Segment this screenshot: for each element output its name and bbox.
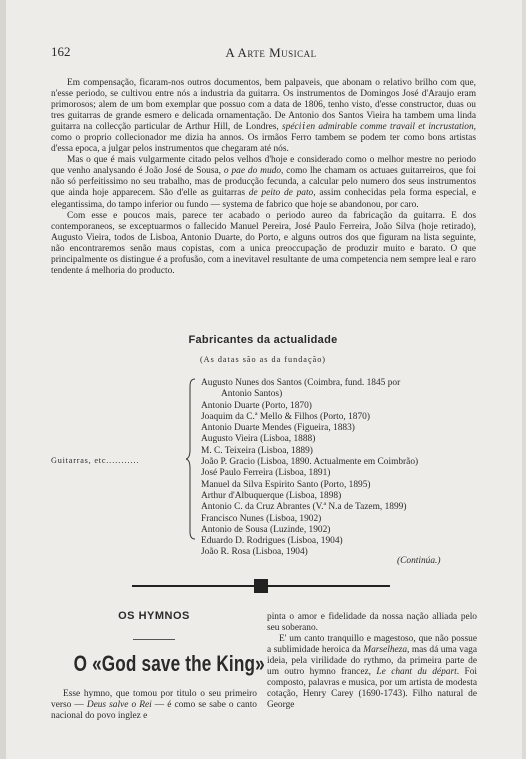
body-paragraph [51,155,476,210]
maker-entry: Antonio C. da Cruz Abrantes (V.ª N.a de Tazem, 1899) [201,502,407,513]
text-run: , como lhe chamam os actuaes guitarreiros, que foi não só perfeitissimo no seu trabalho, mas de producção fecunda, a calcular pelo numero dos seus instrumentos que ainda hoje apparecem. São d'elle as guitarras [51,166,477,199]
maker-entry: Eduardo D. Rodrigues (Lisboa, 1904) [201,536,343,547]
maker-entry: Antonio Duarte Mendes (Figueira, 1883) [201,423,355,434]
hymns-heading: OS HYMNOS [118,610,190,622]
maker-entry: João R. Rosa (Lisboa, 1904) [201,547,308,558]
hymn-intro-text [51,689,257,722]
italic-phrase: de peito de pato [248,188,314,199]
article-body [51,78,476,277]
italic-phrase: Marselheza [363,645,408,656]
text-run: E' um canto tranquillo e magestoso, que não possue a sublimidade heroica da [267,634,477,656]
category-label-text: Guitarras, etc. [51,456,110,465]
hymns-column-left [51,606,265,722]
running-title: A Arte Musical [225,45,317,60]
text-run: — é como se sabe o canto nacional do povo inglez e [51,700,257,722]
text-run: pinta o amor e fidelidade da nossa nação alliada pelo seu soberano. [267,612,477,634]
hymn-paragraph [267,612,477,634]
maker-entry: Arthur d'Albuquerque (Lisboa, 1898) [201,490,342,501]
maker-entry: Francisco Nunes (Lisboa, 1902) [201,513,322,524]
text-run: Mas o que é mais vulgarmente citado pelos velhos d'hoje e considerado como o melhor mestre no periodo que venho analysando é João José de Sousa, [51,155,476,177]
makers-list [201,378,479,559]
maker-entry: Augusto Nunes dos Santos (Coimbra, fund. 1845 por [201,378,401,388]
section-title: Fabricantes da actualidade [188,334,338,346]
section-divider [132,579,390,593]
page-header [51,44,491,66]
maker-entry: Manuel da Silva Espirito Santo (Porto, 1895) [201,479,371,490]
maker-entry: Antonio Santos) [221,389,283,400]
hymn-paragraph [267,634,477,711]
maker-entry: Joaquim da C.ª Mello & Filhos (Porto, 1870) [201,411,370,422]
maker-entry: Antonio de Sousa (Luzinde, 1902) [201,524,331,535]
italic-phrase: o pae do mudo [223,166,282,177]
text-run: , mas dá uma vaga ideia, pela virilidade do rythmo, da primeira parte de um outro hymno francez, [267,645,477,678]
page-edge-shadow-left [0,0,6,759]
text-run: , como o proprio collecionador me dizia ha annos. Os irmãos Ferro tambem se podem ter como bons artistas d'essa epoca, a julgar pelos instrumentos que chegaram até nós. [51,122,476,155]
body-paragraph [51,211,476,277]
italic-phrase: spéciⅰen admirable comme travail et incrustation [282,122,474,133]
text-run: , assim conhecidas pela forma especial, e elegantissima, do tampo inferior ou fundo — systema de fabrico que hoje se abandonou, por caro. [51,188,476,210]
divider-ornament [254,579,268,593]
page-number: 162 [51,44,71,59]
maker-entry: João P. Gracio (Lisboa, 1890. Actualmente em Coimbrão) [201,457,419,468]
italic-phrase: Le chant du départ [376,667,457,678]
text-run: Esse hymno, que tomou por titulo o seu primeiro verso — [51,689,257,711]
italic-phrase: Deus salve o Rei [86,700,152,711]
hymn-title: O «God save the King» [73,651,265,676]
maker-entry: José Paulo Ferreira (Lisboa, 1891) [201,468,331,479]
section-subtitle: (As datas são as da fundação) [199,355,327,364]
maker-entry: Augusto Vieira (Lisboa, 1888) [201,434,316,445]
text-run: Com esse e poucos mais, parece ter acabado o periodo aureo da fabricação da guitarra. E dos contemporaneos, se exceptuarmos o fallecido Manuel Pereira, José Paulo Ferreira, João Silva (hoje retirado), Augusto Vieira, todos de Lisboa, Antonio Duarte, do Porto, e alguns outros dos que figuram na lista seguinte, não encontraremos senão maus copistas, com a unica preoccupação de produzir muito e barato. O que principalmente os distingue é a profusão, com a inevitavel resultante de uma competencia nem sempre leal e raro tendente á melhoria do producto. [51,210,476,276]
continued-note: (Continúa.) [397,556,441,566]
maker-entry: Antonio Duarte (Porto, 1870) [201,400,312,411]
text-run: . Foi composto, palavras e musica, por um artista de modesta cotação, Henry Carey (1690-1743). Filho natural de George [267,667,477,711]
makers-category-label [51,456,140,465]
curly-brace-icon [186,378,196,540]
hymn-paragraph [51,689,257,722]
heading-rule [133,639,175,640]
body-paragraph [51,78,476,155]
hymns-column-right [267,612,477,711]
leader-dots: .......... [109,456,140,465]
text-run: Em compensação, ficaram-nos outros documentos, bem palpaveis, que abonam o relativo brilho com que, n'esse periodo, se cultivou entre nós a industria da guitarra. Os instrumentos de Domingos José d'Araujo eram primorosos; alem de um bom exemplar que possuo com a data de 1806, tenho visto, d'esse constructor, duas ou tres guitarras de grande esmero e delicada ornamentação. De Antonio dos Santos Vieira ha tambem uma linda guitarra na collecção particular de Arthur Hill, de Londres, [51,78,476,133]
maker-entry: M. C. Teixeira (Lisboa, 1889) [201,445,313,456]
page-edge-shadow-right [522,0,526,759]
